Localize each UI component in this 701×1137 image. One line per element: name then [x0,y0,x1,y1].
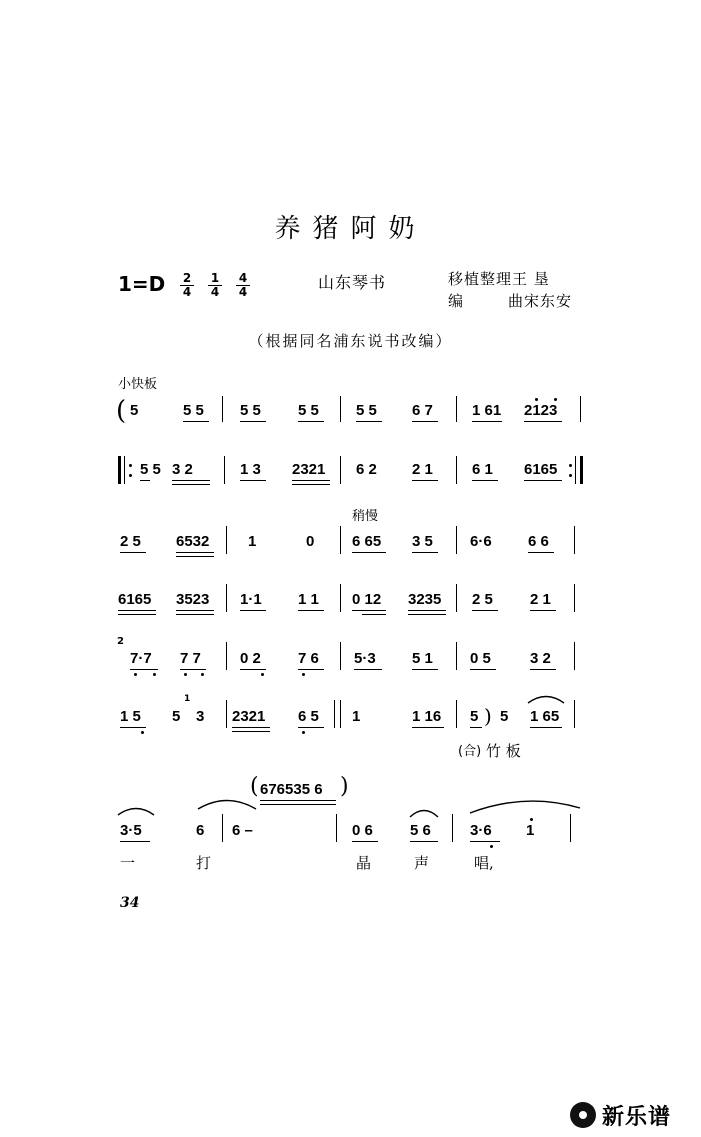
row4-n1: 6165 [118,591,152,608]
barline [456,642,457,670]
row3-n2: 6532 [176,533,210,550]
row5-n2: 7 7 [180,650,201,667]
row4-n7: 2 5 [472,591,493,608]
row6-n1: 1 5 [120,708,141,725]
slur [116,804,156,816]
meter-4-4: $\frac{4}{4}$ [236,272,250,298]
slur [408,806,440,818]
site-logo [570,1100,690,1130]
row4-n4: 1 1 [298,591,319,608]
credit-line-1 [448,268,550,289]
instrument-zhuban: 竹 板 [486,742,521,760]
meter-1-4: $\frac{1}{4}$ [208,272,222,298]
page-title: 养猪阿奶 [274,214,427,244]
interlude-open: ( [250,774,259,799]
row2-n8: 6165 [524,461,558,478]
key-signature: 1=D [118,272,166,296]
barline [456,700,457,728]
lyric-4: 声 [414,854,430,872]
row4-n6: 3235 [408,591,442,608]
row5-n7: 0 5 [470,650,491,667]
barline [580,396,581,422]
row1-n5: 5 5 [356,402,377,419]
row1-n3: 5 5 [240,402,261,419]
row6-n3: 3 [196,708,205,725]
barline [456,396,457,422]
instrument-he: (合) [458,744,482,759]
row3-n8: 6 6 [528,533,549,550]
barline [574,700,575,728]
barline [222,814,223,842]
row2-n6: 2 1 [412,461,433,478]
repeat-end [580,456,583,484]
row2-n7: 6 1 [472,461,493,478]
barline [336,814,337,842]
row2-n5: 6 2 [356,461,377,478]
row2-n1: 5 5 [140,461,161,478]
tie [196,796,258,810]
barline [574,584,575,612]
credit-name-2: 曲宋东安 [508,292,573,310]
grace-note: 1 [184,694,191,704]
barline [340,642,341,670]
row1-n7: 1 61 [472,402,502,419]
row5-n8: 3 2 [530,650,551,667]
interlude-close: ) [340,774,349,799]
row6-n8: 5 [470,708,479,725]
credit-role-1: 移植整理 [448,270,513,288]
meter-2-4: $\frac{2}{4}$ [180,272,194,298]
genre-label: 山东琴书 [318,273,387,292]
row3-n6: 3 5 [412,533,433,550]
barline [456,456,457,484]
barline [340,584,341,612]
row1-n1: 5 [130,402,139,419]
row4-n5: 0 12 [352,591,382,608]
credit-name-1: 王 垦 [512,270,550,288]
barline [340,396,341,422]
row7-n2: 6 [196,822,205,839]
barline [340,526,341,554]
dynamic-marking: 稍慢 [352,509,379,524]
barline [222,396,223,422]
barline [226,642,227,670]
row6-n9: 5 [500,708,509,725]
barline [574,526,575,554]
row1-n2: 5 5 [183,402,204,419]
barline [226,700,227,728]
page-number: 34 [120,895,140,911]
credit-line-2 [448,290,572,311]
barline [456,584,457,612]
interlude-notes: 676535 6 [260,781,323,798]
row3-n4: 0 [306,533,315,550]
logo-text: 新乐谱 [602,1105,672,1130]
row6-n5: 6 5 [298,708,319,725]
row6-n10: 1 65 [530,708,560,725]
barline [570,814,571,842]
row3-n3: 1 [248,533,257,550]
row6-n4: 2321 [232,708,266,725]
adaptation-note: （根据同名浦东说书改编） [248,332,453,350]
barline [456,526,457,554]
row2-n3: 1 3 [240,461,261,478]
grace-note: 2 [117,636,124,647]
credit-role-2: 编 [448,292,465,310]
row1-n6: 6 7 [412,402,433,419]
row1-n8: 2123 [524,402,558,419]
row3-n5: 6 65 [352,533,382,550]
lyric-2: 打 [196,854,212,872]
row7-n7: 1 [526,822,535,839]
barline [452,814,453,842]
opening-bracket: ( [116,396,127,426]
row7-n3: 6 – [232,822,253,839]
barline [334,700,335,728]
row7-n5: 5 6 [410,822,431,839]
barline [226,526,227,554]
row6-n7: 1 16 [412,708,442,725]
row1-n4: 5 5 [298,402,319,419]
row2-n4: 2321 [292,461,326,478]
barline [226,584,227,612]
row7-n6: 3·6 [470,822,492,839]
tie [468,798,582,814]
lyric-3: 晶 [356,854,372,872]
row5-n5: 5·3 [354,650,376,667]
row6-n2: 5 [172,708,181,725]
row3-n7: 6·6 [470,533,492,550]
row3-n1: 2 5 [120,533,141,550]
lyric-5: 唱, [474,854,494,872]
row4-n2: 3523 [176,591,210,608]
lyric-1: 一 [120,854,136,872]
barline [574,642,575,670]
row7-n1: 3·5 [120,822,142,839]
repeat-start [118,456,121,484]
row4-n8: 2 1 [530,591,551,608]
slur [526,692,566,704]
tempo-marking: 小快板 [118,377,158,392]
row5-n4: 7 6 [298,650,319,667]
barline [224,456,225,484]
barline [340,456,341,484]
row7-n4: 0 6 [352,822,373,839]
vinyl-icon [570,1102,596,1128]
row2-n2: 3 2 [172,461,193,478]
row5-n3: 0 2 [240,650,261,667]
closing-bracket: ) [484,704,492,728]
row4-n3: 1·1 [240,591,262,608]
row5-n6: 5 1 [412,650,433,667]
row5-n1: 7·7 [130,650,152,667]
row6-n6: 1 [352,708,361,725]
